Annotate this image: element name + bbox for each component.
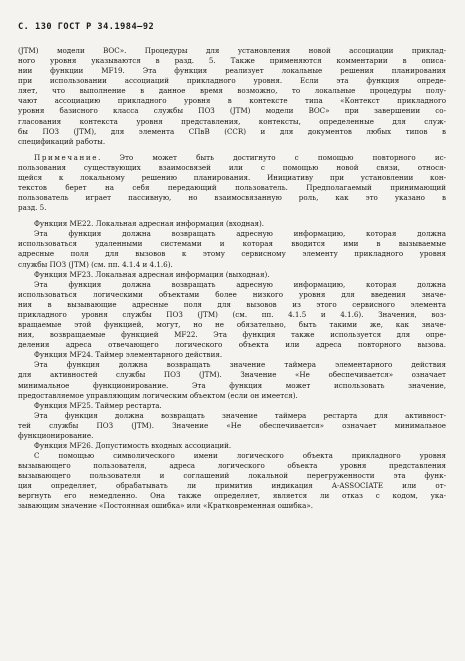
text-line: ляет, что выполнение в данное время возможно, то локальные процедуры полу- [18,86,446,96]
text-line: вращаемые этой функцией, могут, но не обязательно, быть такими же, как значе- [18,320,446,330]
text-line: Эта функция должна возвращать значение таймера элементарного действия [34,360,446,370]
text-line: ция определяет, обрабатывать ли примитив индикация A-ASSOCIATE или от- [18,481,446,491]
text-line: уровня базисного класса службы ПОЗ (JTM) модели ВОС» при завершении со- [18,106,446,116]
text-line: текстов берет на себя передающий пользователь. Предполагаемый принимающий [18,183,446,193]
text-line: Функция MF25. Таймер рестарта. [34,400,162,410]
text-line: Эта функция должна возвращать адресную информацию, которая должна [34,279,446,289]
text-line: Функция MF23. Локальная адресная информация (выходная). [34,269,270,279]
text-line: предоставляемое управляющим логическим объектом (если он имеется). [18,390,298,400]
text-line: прикладного уровня службы ПОЗ (JTM) (см. пп. 4.1.5 и 4.1.6). Значения, воз- [18,309,446,319]
note-label: Примечание [34,152,99,162]
text-line: гласования контекста уровня представления, контексты, определенные для служ- [18,116,446,126]
text-line: для активностей службы ПОЗ (JTM). Значение «Не обеспечивается» означает [18,370,446,380]
text-line: Эта функция должна возвращать значение таймера рестарта для активност- [34,410,446,420]
text-line: нии функции MF19. Эта функция реализует локальные решения планирования [18,66,446,76]
text-line: Функция MF24. Таймер элементарного действия. [34,350,223,360]
text-line: (JTM) модели ВОС». Процедуры для установления новой ассоциации приклад- [18,46,446,55]
text-line: использоваться логическими объектами более низкого уровня для введения значе- [18,289,446,299]
text-line: вергнуть его немедленно. Она также определяет, является ли отказ с кодом, ука- [18,491,446,501]
text-line: разд. 5. [18,203,47,213]
text-line: бы ПОЗ (JTM), для элемента СПвВ (CCR) и для документов любых типов в [18,126,446,136]
text-line: при использовании ассоциаций прикладного уровня. Если эта функция опреде- [18,76,446,86]
text-line: Функция MF26. Допустимость входных ассоциаций. [34,440,232,450]
text-line: пользования существующих взаимосвязей или с помощью новой связи, относя- [18,162,446,172]
text-line: С помощью символического имени логического объекта прикладного уровня [34,451,446,461]
page-header: С. 130 ГОСТ Р 34.1984—92 [18,22,155,32]
text-line: пользователь играет пассивную, но взаимосвязанную роль, как это указано в [18,193,446,203]
text-line: ния, возвращаемые функцией MF22. Эта функция также используется для опре- [18,330,446,340]
text-line: Примечание. Это может быть достигнуто с помощью повторного ис- [34,152,446,162]
document-body [18,46,446,512]
text-line: тей службы ПОЗ (JTM). Значение «Не обеспечивается» означает минимальное [18,420,446,430]
text-line: адресные поля для вызовов к этому сервисному элементу прикладного уровня [18,249,446,259]
text-line: зывающим значение «Постоянная ошибка» или «Кратковременная ошибка». [18,501,313,511]
text-line: ного уровня указываются в разд. 5. Также применяются комментарии в описа- [18,56,446,66]
text-line: использоваться удаленными системами и которая вводится ими в вызываемые [18,239,446,249]
text-line: вызывающего пользователя, адреса логического объекта уровня представления [18,461,446,471]
text-line: Функция МЕ22. Локальная адресная информация (входная). [34,219,265,229]
text-line: чают ассоциацию прикладного уровня в контексте типа «Контекст прикладного [18,96,446,106]
text-line: щейся к локальному решению планирования. Инициативу при установлении кон- [18,172,446,182]
text-line: Эта функция должна возвращать адресную информацию, которая должна [34,229,446,239]
text-line: вызывающего пользователя и соглашений локальной перегруженности эта функ- [18,471,446,481]
text-line: минимальное функционирование. Эта функция может использовать значение, [18,380,446,390]
text-line: ния в вызывающие адресные поля для вызовов из этого сервисного элемента [18,299,446,309]
text-line: службы ПОЗ (JTM) (см. пп. 4.1.4 и 4.1.6). [18,259,173,269]
text-line: деления адреса отвечающего логического объекта или адреса повторного вызова. [18,340,446,350]
text-line: спецификаций работы. [18,136,106,146]
text-line: функционирование. [18,430,94,440]
